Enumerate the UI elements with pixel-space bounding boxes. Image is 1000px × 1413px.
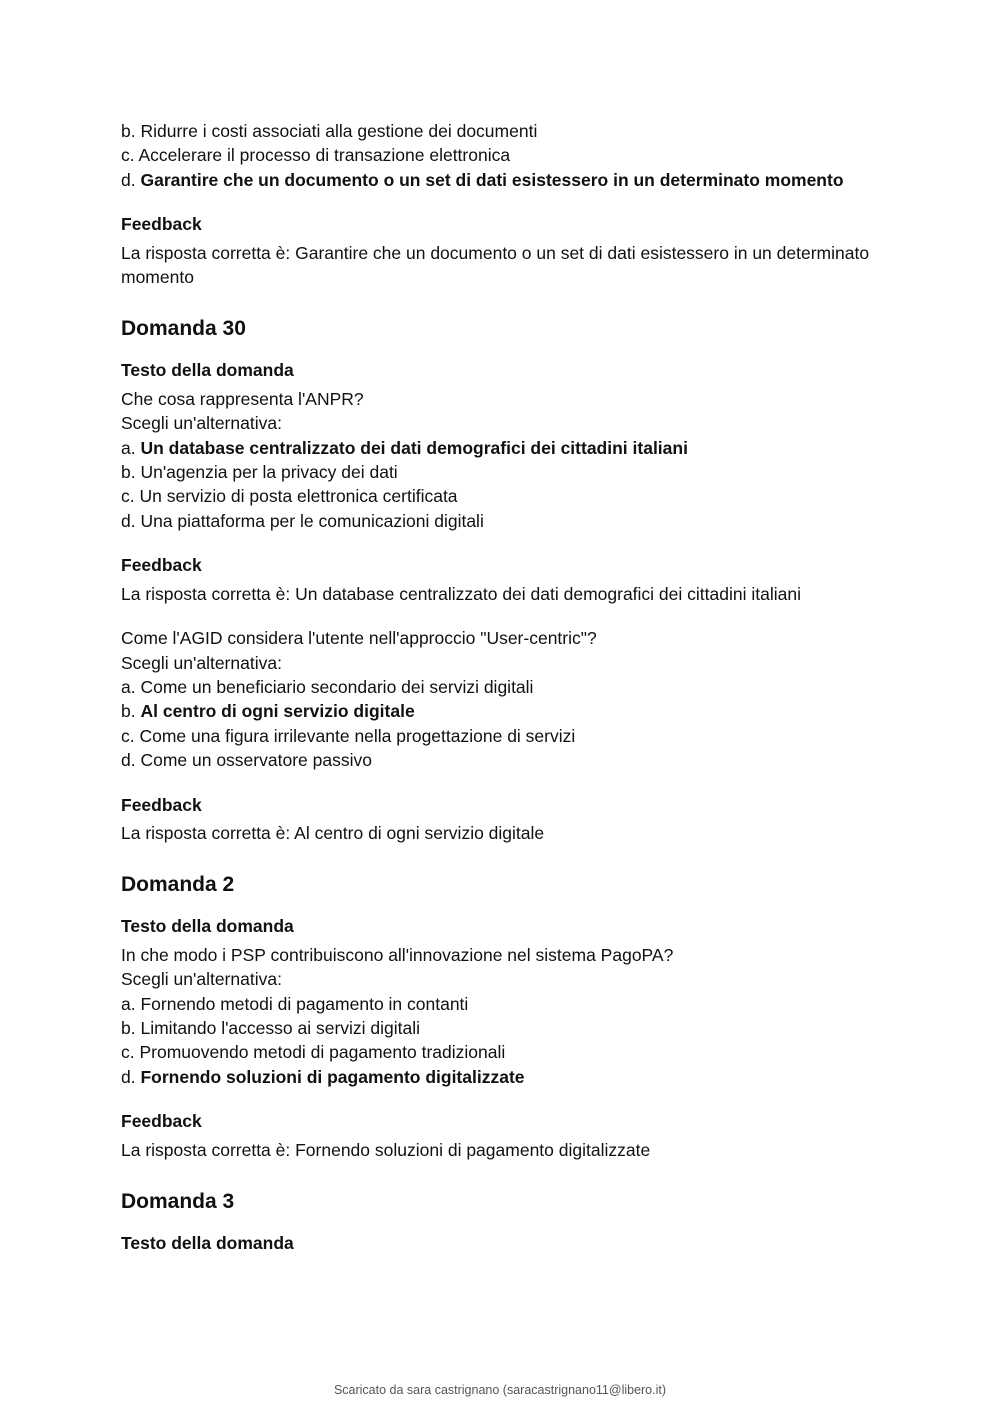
answer-option-a: a. Fornendo metodi di pagamento in contanti [121, 993, 469, 1014]
feedback-label: Feedback [121, 1111, 202, 1132]
feedback-text: La risposta corretta è: Garantire che un documento o un set di dati esistessero in un determinato momento [121, 242, 870, 288]
answer-option-b: b. Un'agenzia per la privacy dei dati [121, 462, 398, 483]
question-text-label: Testo della domanda [121, 360, 294, 381]
question-text: In che modo i PSP contribuiscono all'innovazione nel sistema PagoPA? [121, 944, 674, 965]
option-prefix: d. [121, 169, 141, 190]
correct-answer-text: Fornendo soluzioni di pagamento digitalizzate [140, 1066, 525, 1087]
question-heading: Domanda 2 [121, 873, 235, 897]
choice-instruction: Scegli un'alternativa: [121, 969, 282, 990]
answer-option-b: b. Limitando l'accesso ai servizi digitali [121, 1017, 421, 1038]
answer-option-a-correct [121, 436, 881, 460]
answer-option-d-correct [121, 168, 881, 192]
answer-option-c: c. Promuovendo metodi di pagamento tradizionali [121, 1042, 506, 1063]
question-heading: Domanda 30 [121, 317, 246, 341]
question-text-label: Testo della domanda [121, 916, 294, 937]
answer-option-d: d. Come un osservatore passivo [121, 750, 372, 771]
feedback-text: La risposta corretta è: Fornendo soluzioni di pagamento digitalizzate [121, 1139, 651, 1160]
question-heading: Domanda 3 [121, 1190, 235, 1213]
answer-option-d: d. Una piattaforma per le comunicazioni digitali [121, 510, 484, 531]
question-text: Come l'AGID considera l'utente nell'approccio "User-centric"? [121, 628, 597, 649]
answer-option-c: c. Un servizio di posta elettronica certificata [121, 486, 458, 507]
feedback-text: La risposta corretta è: Un database centralizzato dei dati demografici dei cittadini italiani [121, 583, 801, 604]
answer-option-b-correct [121, 699, 881, 723]
correct-answer-text: Garantire che un documento o un set di dati esistessero in un determinato momento [140, 169, 844, 190]
answer-option-a: a. Come un beneficiario secondario dei servizi digitali [121, 676, 534, 697]
choice-instruction: Scegli un'alternativa: [121, 652, 282, 673]
option-prefix: a. [121, 437, 141, 458]
feedback-text: La risposta corretta è: Al centro di ogni servizio digitale [121, 822, 545, 843]
feedback-label: Feedback [121, 214, 202, 235]
answer-option-d-correct [121, 1065, 881, 1089]
question-text: Che cosa rappresenta l'ANPR? [121, 388, 364, 409]
option-prefix: d. [121, 1066, 141, 1087]
correct-answer-text: Un database centralizzato dei dati demografici dei cittadini italiani [140, 437, 688, 458]
choice-instruction: Scegli un'alternativa: [121, 413, 282, 434]
option-prefix: b. [121, 701, 141, 722]
answer-option-b: b. Ridurre i costi associati alla gestione dei documenti [121, 121, 538, 141]
answer-option-c: c. Come una figura irrilevante nella progettazione di servizi [121, 725, 576, 746]
download-footer: Scaricato da sara castrignano (saracastrignano11@libero.it) [333, 1383, 667, 1397]
correct-answer-text: Al centro di ogni servizio digitale [140, 701, 415, 722]
document-page [121, 119, 881, 1259]
question-text-label: Testo della domanda [121, 1233, 294, 1253]
feedback-label: Feedback [121, 794, 202, 815]
answer-option-c: c. Accelerare il processo di transazione elettronica [121, 145, 511, 166]
feedback-label: Feedback [121, 555, 202, 576]
